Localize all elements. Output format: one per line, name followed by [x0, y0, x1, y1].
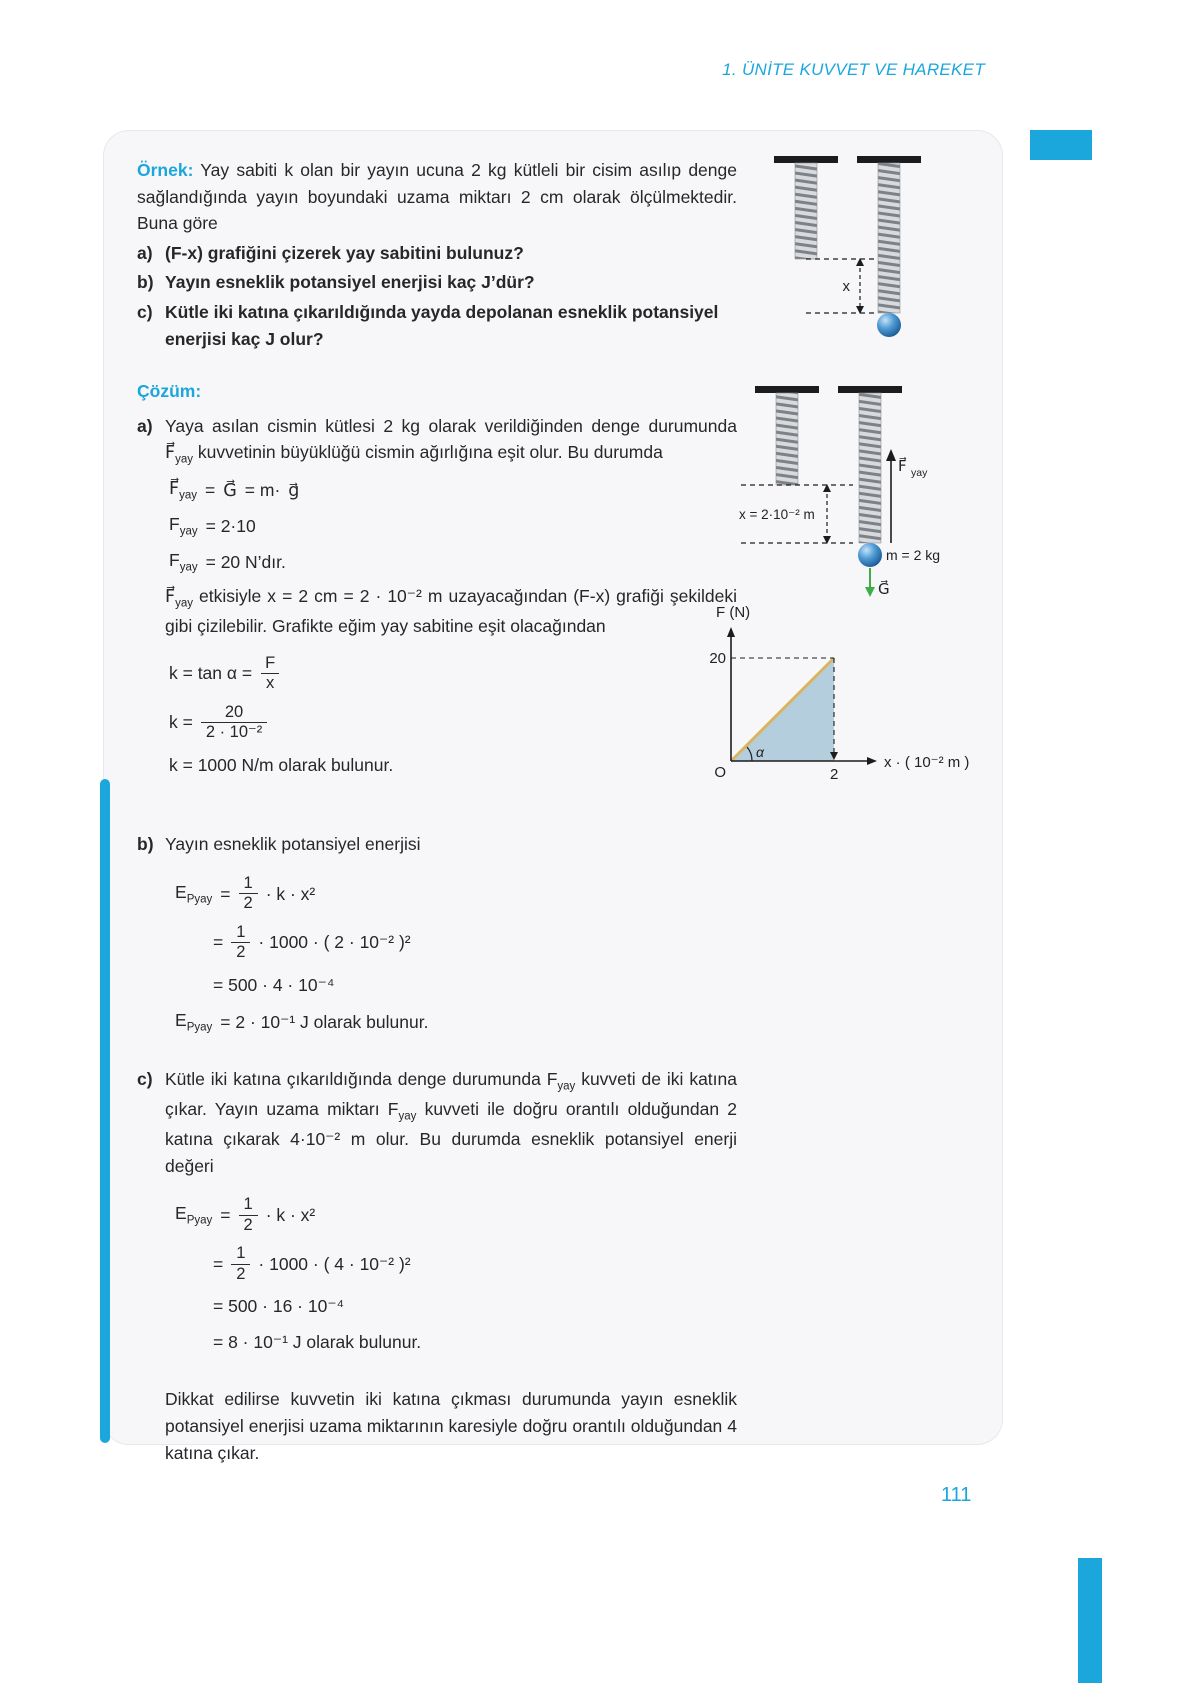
symbol-f: F	[169, 514, 180, 535]
example-intro-text: Yay sabiti k olan bir yayın ucuna 2 kg kütleli bir cisim asılıp denge sağlandığında yayın boyundaki uzama miktarı 2 cm olarak ölçülmektedir. Buna göre	[137, 160, 737, 234]
subscript-yay: yay	[398, 1110, 417, 1123]
equation-rhs: · 1000 · ( 2 · 10⁻² )²	[258, 932, 411, 953]
subscript-yay: yay	[179, 561, 198, 574]
subscript-pyay: Pyay	[186, 1214, 213, 1227]
text-column	[137, 157, 737, 1466]
equation-result: = 2 · 10⁻¹ J olarak bulunur.	[220, 1012, 429, 1032]
item-letter: a)	[137, 242, 153, 263]
equation-ep-result	[213, 1329, 737, 1356]
text-run: Yaya asılan cismin kütlesi 2 kg olarak verildiğinden denge durumunda	[165, 415, 737, 436]
solution-label: Çözüm:	[137, 381, 202, 402]
equation-fyay-equals-g	[169, 475, 737, 505]
equation-rhs: · k · x²	[265, 1205, 316, 1226]
text-run: Kütle iki katına çıkarıldığında denge durumunda F	[165, 1069, 558, 1090]
x-tick-2: 2	[830, 766, 839, 783]
hanger-bar	[755, 386, 819, 393]
symbol-e: E	[175, 881, 187, 902]
solution-b-title: Yayın esneklik potansiyel enerjisi	[165, 834, 421, 855]
bottom-accent-bar	[1078, 1558, 1102, 1683]
denominator: 2	[239, 1215, 258, 1235]
f-term	[169, 511, 198, 541]
section-letter: b)	[137, 834, 154, 855]
equation-result: = 8 · 10⁻¹ J olarak bulunur.	[213, 1331, 422, 1352]
equation-ep-step	[213, 972, 737, 999]
fraction-F-over-x	[260, 654, 280, 694]
numerator: 1	[243, 1195, 253, 1214]
equals-mg: = m·	[244, 480, 281, 500]
arrowhead-down-icon	[865, 587, 875, 597]
f-term	[169, 547, 198, 577]
left-accent-bar	[100, 779, 110, 1443]
equation-ep-result	[175, 1007, 737, 1037]
mass-ball	[858, 543, 882, 567]
vector-f: F⃗	[165, 586, 176, 607]
text-run: kuvveti ile doğru orantılı olduğundan 2 katına çıkarak 4·10⁻² m olur. Bu durumda esneklik potansiyel enerji değeri	[165, 1099, 738, 1176]
numerator: 20	[224, 702, 244, 721]
equation-rhs: = 2·10	[205, 515, 256, 536]
spring-stretched	[859, 393, 881, 543]
numerator: 1	[236, 922, 246, 941]
equals-sign: =	[213, 1254, 224, 1275]
equation-lhs: k = tan α =	[169, 663, 253, 684]
subscript-yay: yay	[175, 597, 193, 610]
equation-lhs: k =	[169, 712, 193, 733]
example-label: Örnek:	[137, 160, 194, 180]
example-item-a	[137, 240, 737, 267]
item-letter: b)	[137, 272, 154, 293]
corner-accent-bar	[1030, 130, 1092, 160]
equals-sign: =	[220, 883, 231, 904]
mass-label: m = 2 kg	[886, 547, 941, 563]
text-run: kuvveti de iki katına çıkar. Yayın uzama miktarı F	[165, 1069, 737, 1120]
g-label: G⃗	[878, 581, 890, 598]
equation-rhs: · k · x²	[265, 883, 316, 904]
section-letter: c)	[137, 1069, 153, 1090]
equation-ep-formula	[175, 1195, 737, 1235]
e-term	[175, 1200, 212, 1230]
spring-unstretched	[776, 393, 798, 485]
text-run: etkisiyle x = 2 cm = 2 · 10⁻² m uzayacağından (F-x) grafiği şekildeki gibi çizilebilir. Grafikte eğim yay sabitine eşit olacağından	[165, 586, 737, 637]
equation-fyay-20N	[169, 547, 737, 577]
section-letter: a)	[137, 415, 153, 436]
solution-section-c	[137, 1066, 737, 1364]
spring-stretched	[878, 163, 900, 313]
arrowhead-up-icon	[886, 449, 896, 461]
spring-unstretched	[795, 163, 817, 259]
symbol-e: E	[175, 1203, 187, 1224]
item-letter: c)	[137, 301, 153, 322]
solution-c-paragraph	[165, 1066, 737, 1179]
spring-diagram-labeled	[739, 383, 1019, 618]
equation-ep-step	[213, 1293, 737, 1320]
arrowhead-right-icon	[867, 757, 877, 765]
y-axis-label: F (N)	[716, 604, 751, 621]
subscript-yay: yay	[175, 453, 193, 466]
equals-sign: =	[213, 932, 224, 953]
closing-note: Dikkat edilirse kuvvetin iki katına çıkması durumunda yayın esneklik potansiyel enerjisi uzama miktarının karesiyle doğru orantılı olduğundan 4 katına çıkar.	[165, 1389, 737, 1463]
subscript-pyay: Pyay	[186, 1021, 213, 1034]
fyay-subscript: yay	[911, 467, 928, 479]
fraction-one-half	[239, 1195, 258, 1235]
numerator: 1	[236, 1244, 246, 1263]
e-term	[175, 879, 212, 909]
hanger-bar	[857, 156, 921, 163]
symbol-f: F	[169, 550, 180, 571]
x-value-label: x = 2·10⁻² m	[739, 507, 815, 522]
fraction-20-over-2e-2	[201, 703, 267, 743]
equation-ep-substitute	[213, 923, 737, 963]
solution-a-paragraph-1	[165, 413, 737, 470]
numerator: 1	[243, 873, 253, 892]
content-box	[103, 130, 1003, 1463]
vector-g-weight: G⃗	[223, 480, 237, 500]
page-number: 111	[941, 1484, 972, 1506]
equation-rhs: = 20 N’dır.	[205, 551, 286, 572]
item-text: (F-x) grafiğini çizerek yay sabitini bulunuz?	[165, 242, 524, 263]
mass-ball	[877, 313, 901, 337]
unit-header: 1. ÜNİTE KUVVET VE HAREKET	[722, 60, 985, 79]
x-label: x	[842, 278, 850, 295]
fraction-one-half	[239, 874, 258, 914]
example-item-b	[137, 269, 737, 296]
equation-ep-substitute	[213, 1244, 737, 1284]
equals-sign: =	[204, 480, 216, 500]
solution-section-b	[137, 831, 737, 1046]
equation-rhs: = 500 · 16 · 10⁻⁴	[213, 1296, 345, 1317]
denominator: 2 · 10⁻²	[201, 722, 267, 742]
equation-k-result	[169, 752, 737, 779]
symbol-e: E	[175, 1010, 187, 1031]
fraction-one-half	[231, 923, 250, 963]
angle-label: α	[756, 744, 764, 760]
example-paragraph	[137, 157, 737, 237]
vector-g-accel: g⃗	[288, 480, 300, 500]
example-item-c	[137, 299, 737, 352]
equals-sign: =	[220, 1205, 231, 1226]
y-tick-20: 20	[709, 650, 726, 667]
vector-f-term	[169, 475, 197, 505]
subscript-yay: yay	[557, 1080, 576, 1093]
item-text: Kütle iki katına çıkarıldığında yayda depolanan esneklik potansiyel enerjisi kaç J olur?	[165, 301, 719, 349]
vector-f: F⃗	[165, 442, 176, 463]
text-run: kuvvetinin büyüklüğü cismin ağırlığına eşit olur. Bu durumda	[192, 442, 663, 463]
numerator: F	[265, 653, 276, 672]
origin-label: O	[714, 764, 726, 781]
equation-rhs: · 1000 · ( 4 · 10⁻² )²	[258, 1254, 411, 1275]
denominator: x	[261, 673, 279, 693]
equation-fyay-2-10	[169, 511, 737, 541]
force-extension-graph	[704, 599, 1004, 789]
subscript-yay: yay	[179, 489, 197, 502]
solution-a-paragraph-2	[165, 583, 737, 640]
solution-section-a	[137, 413, 737, 788]
subscript-pyay: Pyay	[186, 893, 213, 906]
denominator: 2	[231, 1264, 250, 1284]
e-term	[175, 1007, 212, 1037]
equation-k-tan-alpha	[169, 654, 737, 694]
equation-k-20-over	[169, 703, 737, 743]
x-axis-label: x · ( 10⁻² m )	[884, 754, 970, 771]
equation-rhs: = 500 · 4 · 10⁻⁴	[213, 974, 335, 995]
equation-result: k = 1000 N/m olarak bulunur.	[169, 754, 394, 775]
equation-ep-formula	[175, 874, 737, 914]
hanger-bar	[774, 156, 838, 163]
vector-f: F⃗	[169, 478, 180, 499]
spring-diagram-unlabeled	[764, 153, 1014, 368]
arrowhead-up-icon	[727, 627, 735, 637]
hanger-bar	[838, 386, 902, 393]
denominator: 2	[239, 893, 258, 913]
fyay-label: F⃗	[898, 458, 907, 475]
subscript-yay: yay	[179, 525, 198, 538]
item-text: Yayın esneklik potansiyel enerjisi kaç J’dür?	[165, 272, 535, 293]
fraction-one-half	[231, 1244, 250, 1284]
denominator: 2	[231, 942, 250, 962]
